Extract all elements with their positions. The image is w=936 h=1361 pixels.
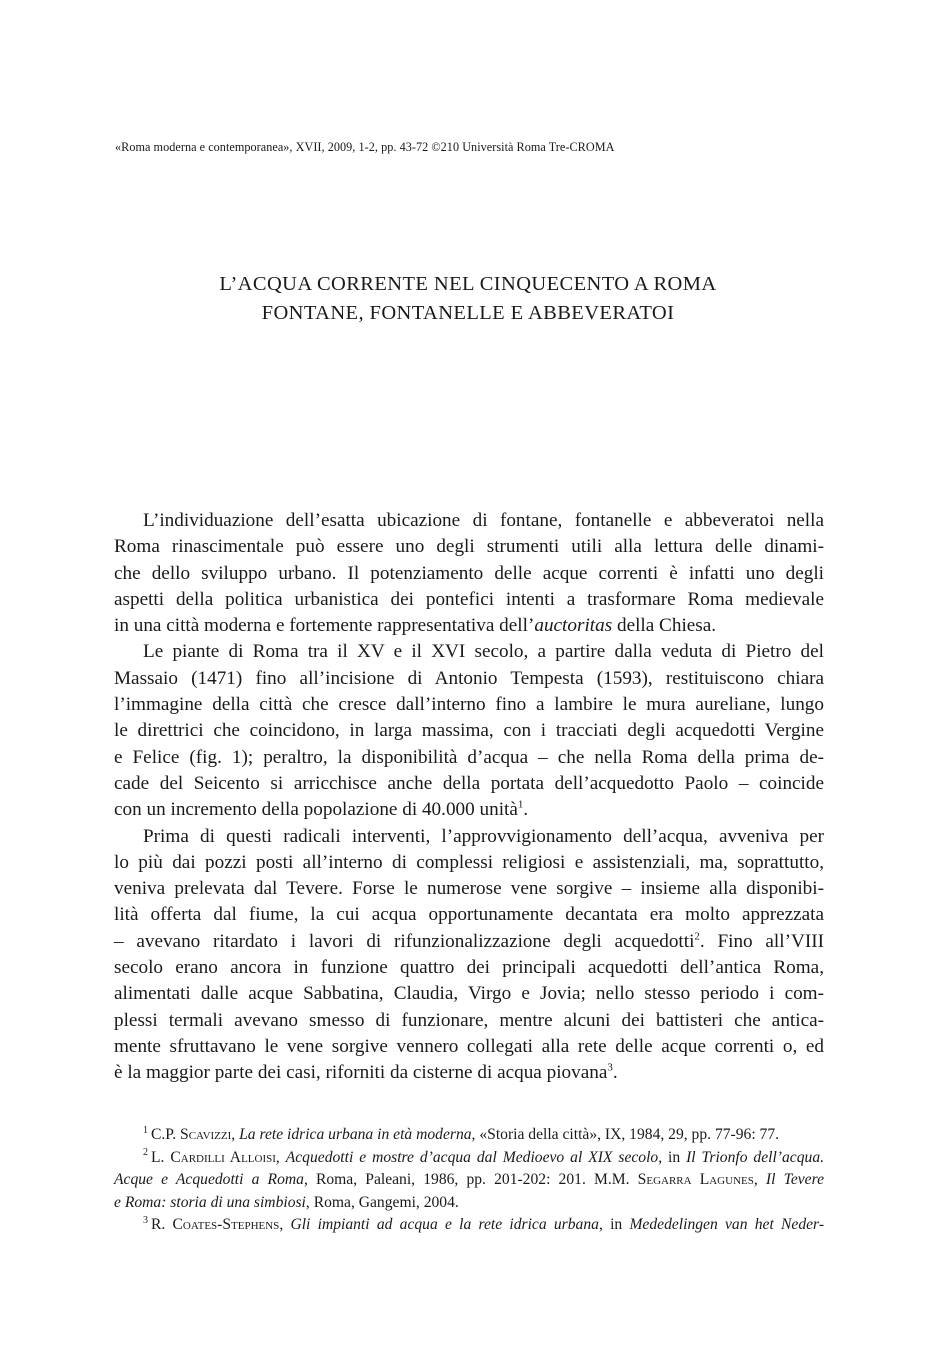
footnote-2-cont <box>114 1192 824 1215</box>
footnote-title: Acquedotti e mostre d’acqua dal Medioevo al XIX secolo <box>285 1148 659 1166</box>
footnote-text: , Roma, Gangemi, 2004. <box>305 1193 459 1211</box>
body-line: plessi termali avevano smesso di funzionare, mentre alcuni dei battisteri che antica- <box>114 1009 824 1031</box>
body-line: Massaio (1471) fino all’incisione di Antonio Tempesta (1593), restituiscono chiara <box>114 667 824 689</box>
italic-term-auctoritas: auctoritas <box>534 615 613 637</box>
body-line: secolo erano ancora in funzione quattro dei principali acquedotti dell’antica Roma, <box>114 957 824 979</box>
footnote-3: $^3$ R. Coates-Stephens, Gli impianti ad acqua e la rete idrica urbana, in Mededelingen van het Neder- <box>143 1214 825 1233</box>
body-line: che dello sviluppo urbano. Il potenziamento delle acque correnti è infatti uno degli <box>114 562 824 584</box>
body-text-run: . <box>523 799 529 821</box>
footnote-book-title: Acque e Acquedotti a Roma <box>114 1171 304 1188</box>
footnote-ref-2[interactable]: 2 <box>694 930 700 943</box>
body-line: lità offerta dal fiume, la cui acqua opportunamente decantata era molto apprezzata <box>114 904 824 926</box>
footnote-1: $^1$ C.P. Scavizzi, La rete idrica urbana in età moderna, «Storia della città», IX, 1984, 29, pp. 77-96: 77. <box>143 1124 780 1143</box>
footnote-title: Il Tevere <box>765 1171 824 1188</box>
body-text-run: . Fino all’VIII <box>699 930 824 952</box>
article-title-line-2: FONTANE, FONTANELLE E ABBEVERATOI <box>261 302 675 324</box>
body-line <box>114 929 824 955</box>
footnote-number: 1 <box>143 1124 148 1136</box>
footnote-text: , <box>753 1171 766 1188</box>
body-line: alimentati dalle acque Sabbatina, Claudia, Virgo e Jovia; nello stesso periodo i com- <box>114 983 824 1005</box>
footnote-text: , «Storia della città», IX, 1984, 29, pp. 77-96: 77. <box>471 1126 780 1143</box>
body-text-run: con un incremento della popolazione di 40.000 unità <box>114 799 518 821</box>
footnote-title: e Roma: storia di una simbiosi <box>114 1193 306 1211</box>
body-line: l’immagine della città che cresce dall’interno fino a lambire le mura aureliane, lungo <box>114 694 824 716</box>
body-text-run: – avevano ritardato i lavori di rifunzionalizzazione degli acquedotti <box>114 930 695 952</box>
footnotes <box>114 1124 824 1237</box>
body-line: lo più dai pozzi posti all’interno di complessi religiosi e assistenziali, ma, soprattutto, <box>114 851 824 873</box>
footnote-text: , Roma, Paleani, 1986, pp. 201-202: 201. M.M. <box>303 1171 638 1188</box>
body-line: le direttrici che coincidono, in larga massima, con i tracciati degli acquedotti Vergine <box>114 720 824 742</box>
body-line <box>114 797 824 823</box>
footnote-text: , in <box>598 1216 630 1233</box>
footnote-number: 2 <box>143 1147 148 1159</box>
body-line: Prima di questi radicali interventi, l’approvvigionamento dell’acqua, avveniva per <box>143 825 824 847</box>
footnote-author: Segarra Lagunes <box>637 1171 754 1188</box>
body-line: aspetti della politica urbanistica dei pontefici intenti a trasformare Roma medievale <box>114 588 824 610</box>
body-line <box>114 1060 824 1086</box>
footnote-title: La rete idrica urbana in età moderna <box>239 1126 472 1143</box>
body-line: L’individuazione dell’esatta ubicazione di fontane, fontanelle e abbeveratoi nella <box>143 510 824 531</box>
article-title-line-1: L’ACQUA CORRENTE NEL CINQUECENTO A ROMA <box>219 273 717 295</box>
body-line: veniva prelevata dal Tevere. Forse le numerose vene sorgive – insieme alla disponibi- <box>114 878 824 900</box>
footnote-journal: Mededelingen van het Neder- <box>629 1216 825 1233</box>
body-text-run: è la maggior parte dei casi, riforniti da cisterne di acqua piovana <box>114 1062 608 1084</box>
journal-citation-header: «Roma moderna e contemporanea», XVII, 2009, 1-2, pp. 43-72 ©210 Università Roma Tre-CROMA <box>115 140 615 154</box>
body-line: cade del Seicento si arricchisce anche della portata dell’acquedotto Paolo – coincide <box>114 772 824 794</box>
body-line: e Felice (fig. 1); peraltro, la disponibilità d’acqua – che nella Roma della prima de- <box>114 746 824 768</box>
body-text-run: in una città moderna e fortemente rappresentativa dell’ <box>114 615 535 637</box>
body-line: Roma rinascimentale può essere uno degli strumenti utili alla lettura delle dinami- <box>114 536 824 558</box>
footnote-ref-1[interactable]: 1 <box>517 798 524 811</box>
footnote-author: C.P. Scavizzi <box>151 1126 232 1143</box>
footnote-title: Gli impianti ad acqua e la rete idrica urbana <box>290 1216 599 1233</box>
article-body <box>114 508 824 1087</box>
footnote-ref-3[interactable]: 3 <box>607 1061 613 1074</box>
footnote-2-cont <box>114 1169 824 1192</box>
body-text-run: . <box>612 1062 618 1084</box>
footnote-number: 3 <box>143 1214 148 1226</box>
footnote-text: , in <box>658 1148 687 1166</box>
body-line: Le piante di Roma tra il XV e il XVI secolo, a partire dalla veduta di Pietro del <box>143 641 824 663</box>
footnote-author: R. Coates-Stephens <box>151 1216 280 1233</box>
footnote-book-title: Il Trionfo dell’acqua. <box>686 1148 825 1166</box>
body-text-run: della Chiesa. <box>612 615 717 637</box>
body-line <box>114 613 824 639</box>
footnote-author: L. Cardilli Alloisi <box>151 1148 276 1166</box>
body-line: mente sfruttavano le vene sorgive vennero collegati alla rete delle acque correnti o, ed <box>114 1035 824 1057</box>
footnote-2: $^2$ L. Cardilli Alloisi, Acquedotti e mostre d’acqua dal Medioevo al XIX secolo, in Il Trionfo dell’acqua. <box>143 1147 825 1166</box>
